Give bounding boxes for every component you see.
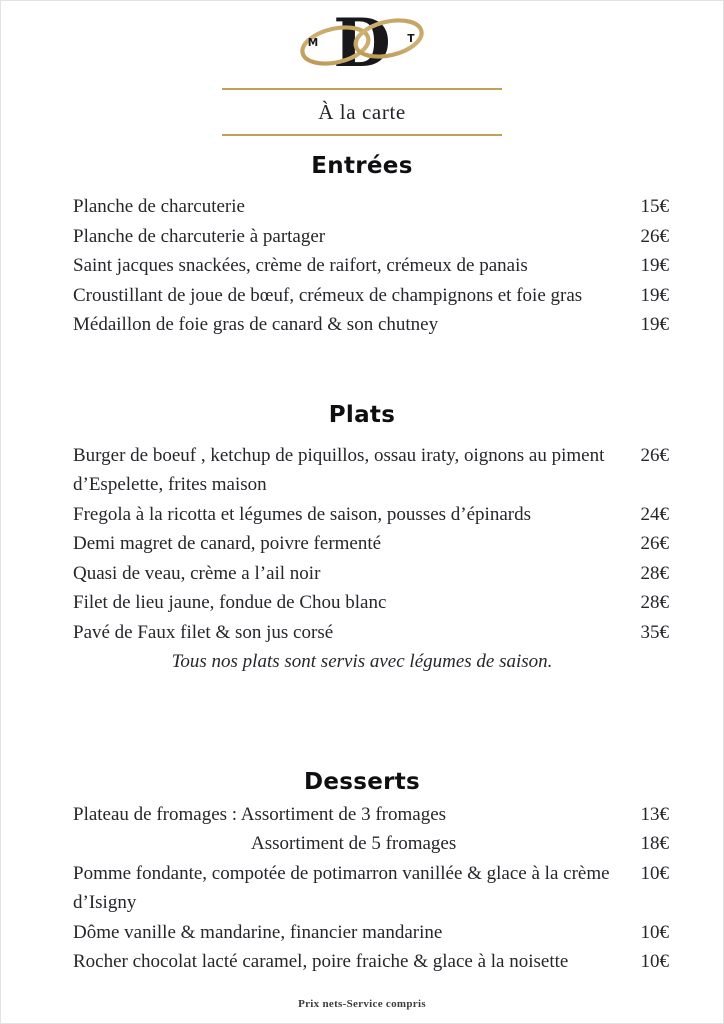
menu-item-name: Médaillon de foie gras de canard & son chutney [73,314,439,335]
menu-item-name: Pavé de Faux filet & son jus corsé [73,621,334,643]
menu-item [73,859,669,918]
menu-item-name: Assortiment de 5 fromages [251,833,457,854]
menu-item [73,192,669,222]
menu-item [73,559,669,589]
menu-item-price: 18€ [640,833,669,854]
menu-item-name: Croustillant de joue de bœuf, crémeux de champignons et foie gras [73,284,583,306]
menu-item-name: Planche de charcuterie à partager [73,225,326,247]
logo-letter-d: D [333,7,391,77]
menu-item-name: Pomme fondante, compotée de potimarron vanillée & glace à la crème d’Isigny [73,862,610,913]
menu-item [73,829,669,859]
footer [1,998,723,1010]
section-heading: Plats [328,401,396,428]
section-heading: Desserts [303,768,421,795]
masthead [1,7,723,136]
menu-item-name: Saint jacques snackées, crème de raifort, crémeux de panais [73,255,528,276]
menu-item-price: 13€ [640,803,669,825]
menu-item-name: Burger de boeuf , ketchup de piquillos, ossau iraty, oignons au piment d’Espelette, frites maison [73,444,605,495]
menu-item-name: Filet de lieu jaune, fondue de Chou blanc [73,592,387,613]
menu-section-plats [1,402,723,677]
section-items [1,800,723,977]
section-note: Tous nos plats sont servis avec légumes de saison. [171,651,553,672]
menu-item-price: 10€ [640,951,669,972]
menu-item [73,588,669,618]
menu-item-price: 10€ [640,862,669,884]
menu-item-price: 10€ [640,921,669,943]
menu-item-name: Demi magret de canard, poivre fermenté [73,533,382,554]
menu-sections [1,153,723,977]
menu-item-name: Fregola à la ricotta et légumes de saison, pousses d’épinards [73,503,531,525]
menu-item-price: 19€ [640,255,669,276]
logo-monogram-graphic [287,7,437,77]
menu-item-name: Quasi de veau, crème a l’ail noir [73,562,321,584]
menu-item-name: Rocher chocolat lacté caramel, poire fraiche & glace à la noisette [73,951,569,972]
menu-item [73,281,669,311]
gold-divider-bottom [222,134,502,136]
menu-item [73,310,669,340]
menu-item [73,441,669,500]
menu-section-entrees [1,153,723,340]
menu-title: À la carte [318,100,406,124]
menu-item-name: Planche de charcuterie [73,196,245,217]
menu-item [73,947,669,977]
restaurant-logo [1,7,723,77]
menu-item [73,800,669,830]
logo-letter-m: M [307,37,319,50]
menu-section-desserts [1,769,723,977]
menu-item-price: 26€ [640,444,669,466]
menu-item-price: 15€ [640,196,669,217]
gold-divider-top [222,88,502,90]
footer-note: Prix nets-Service compris [298,998,426,1010]
section-heading: Entrées [311,153,413,179]
menu-item-price: 24€ [640,503,669,525]
menu-item [73,500,669,530]
menu-item-price: 28€ [640,592,669,613]
menu-item-price: 19€ [640,284,669,306]
menu-item-price: 28€ [640,562,669,584]
section-items [1,192,723,340]
menu-item [73,618,669,648]
menu-item-name: Plateau de fromages : Assortiment de 3 fromages [73,803,447,825]
menu-item-price: 26€ [640,533,669,554]
menu-item [73,529,669,559]
menu-item [73,251,669,281]
menu-item-price: 26€ [640,225,669,247]
menu-item [73,918,669,948]
logo-letter-t: T [407,33,415,45]
menu-item-price: 19€ [640,314,669,335]
menu-item-name: Dôme vanille & mandarine, financier mandarine [73,921,443,943]
section-items [1,441,723,648]
menu-item-price: 35€ [640,621,669,643]
menu-item [73,222,669,252]
